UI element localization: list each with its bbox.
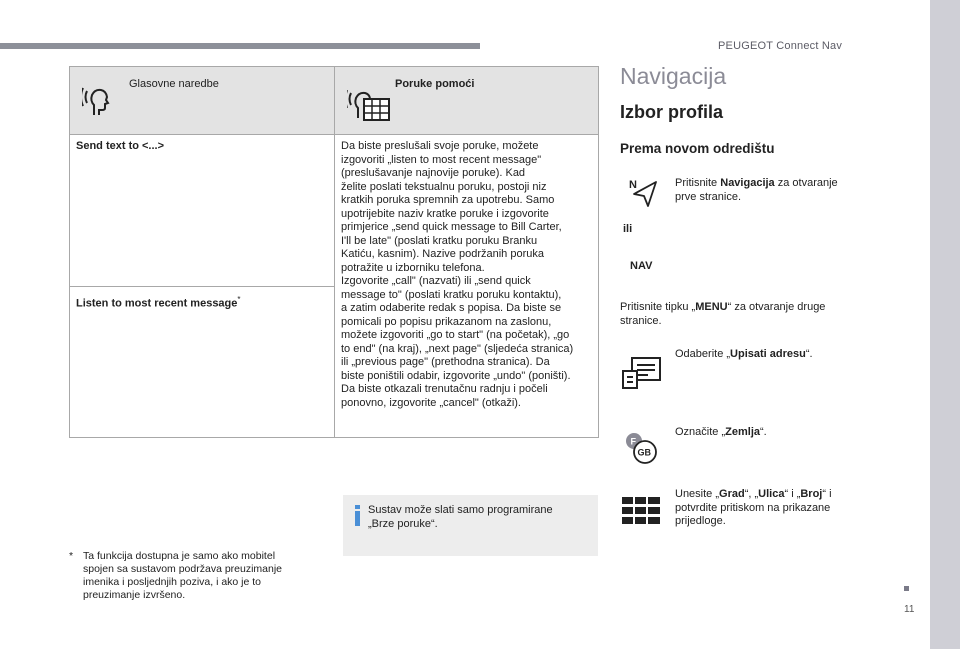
step-5-post: “ i bbox=[822, 488, 832, 500]
footnote-line: imenika i posljednjih poziva, i ako je to bbox=[83, 576, 262, 588]
command-listen-recent bbox=[76, 293, 241, 311]
help-line: izgovoriti „listen to most recent message" bbox=[341, 153, 542, 166]
col-header-commands: Glasovne naredbe bbox=[129, 78, 219, 90]
table-row-divider bbox=[70, 286, 334, 287]
step-5-number: Broj bbox=[800, 488, 823, 500]
help-line: upotrijebite naziv kratke poruke i izgovorite bbox=[341, 207, 549, 220]
step-1-bold: Navigacija bbox=[720, 177, 775, 189]
page-side-strip bbox=[930, 0, 960, 649]
footnote bbox=[69, 550, 324, 602]
help-line: potražite u izborniku telefona. bbox=[341, 261, 485, 274]
step-2-post: “ za otvaranje druge bbox=[727, 301, 826, 313]
col-header-help: Poruke pomoći bbox=[395, 78, 475, 90]
step-4-bold: Zemlja bbox=[725, 426, 760, 438]
step-5-sep1: “, „ bbox=[744, 488, 759, 500]
voice-help-icon bbox=[347, 85, 391, 126]
brand-title: PEUGEOT Connect Nav bbox=[718, 40, 843, 52]
help-line: (preslušavanje najnovije poruke). Kad bbox=[341, 167, 526, 179]
help-line: message to" (poslati kratku poruku kontaktu), bbox=[341, 288, 562, 301]
step-4-pre: Označite „ bbox=[675, 426, 726, 438]
section-title: Navigacija bbox=[620, 63, 727, 89]
help-line: Izgovorite „call" (nazvati) ili „send quick bbox=[341, 275, 531, 287]
step-1-post: za otvaranje bbox=[774, 177, 838, 189]
help-line: to end" (na kraj), „next page" (sljedeća stranica) bbox=[341, 342, 574, 355]
step-1-line2: prve stranice. bbox=[675, 190, 742, 203]
footnote-line: preuzimanje izvršeno. bbox=[83, 589, 186, 601]
help-line: Da biste preslušali svoje poruke, možete bbox=[341, 140, 539, 152]
page-number: 11 bbox=[904, 604, 915, 615]
step-2-line2: stranice. bbox=[620, 314, 662, 327]
footnote-marker: * bbox=[237, 295, 241, 304]
step-2-bold: MENU bbox=[695, 301, 728, 313]
info-icon bbox=[353, 505, 363, 525]
voice-commands-table bbox=[69, 66, 599, 438]
footnote-line: spojen sa sustavom podržava preuzimanje bbox=[83, 563, 283, 575]
subsection-title: Izbor profila bbox=[620, 102, 723, 122]
info-text bbox=[368, 504, 588, 531]
address-input-icon bbox=[622, 357, 662, 394]
step-3-text bbox=[675, 348, 813, 362]
help-line: ili „previous page" (prethodna stranica). Da bbox=[341, 356, 550, 368]
header-bar bbox=[0, 43, 480, 49]
step-5-line3: prijedloge. bbox=[675, 515, 726, 527]
step-5-sep2: “ i „ bbox=[784, 488, 801, 500]
table-header-commands bbox=[70, 67, 334, 135]
step-5-street: Ulica bbox=[758, 488, 785, 500]
help-line: želite poslati tekstualnu poruku, postoji niz bbox=[341, 180, 547, 193]
step-5-pre: Unesite „ bbox=[675, 488, 720, 500]
nav-icon-letter: N bbox=[629, 179, 637, 191]
help-line: Da biste otkazali trenutačnu radnju i počeli bbox=[341, 383, 548, 395]
step-3-bold: Upisati adresu bbox=[730, 348, 806, 360]
help-line: pomicali po popisu prikazanom na zaslonu, bbox=[341, 315, 552, 328]
help-line: biste poništili odabir, izgovorite „undo" (poništi). bbox=[341, 369, 571, 382]
step-5-line2: potvrdite pritiskom na prikazane bbox=[675, 501, 831, 514]
footnote-text bbox=[69, 550, 324, 602]
help-line: primjerice „send quick message to Bill Carter, bbox=[341, 221, 562, 233]
navigation-arrow-icon bbox=[628, 178, 660, 215]
country-flag-icon bbox=[624, 430, 664, 471]
footnote-star: * bbox=[69, 550, 74, 562]
info-box bbox=[343, 495, 598, 556]
step-2-text bbox=[620, 301, 860, 328]
table-header-help bbox=[335, 67, 599, 135]
step-3-post: “. bbox=[805, 348, 813, 360]
info-line: „Brze poruke“. bbox=[368, 517, 438, 530]
step-4-text bbox=[675, 426, 767, 440]
help-line: I'll be late" (poslati kratku poruku Branku bbox=[341, 234, 538, 247]
voice-command-icon bbox=[82, 85, 118, 124]
footnote-line: Ta funkcija dostupna je samo ako mobitel bbox=[83, 550, 276, 562]
command-send-text: Send text to <...> bbox=[76, 140, 165, 152]
help-line: ponovno, izgovorite „cancel" (otkaži). bbox=[341, 396, 521, 409]
help-line: možete izgovoriti „go to start" (na početak), „go bbox=[341, 329, 570, 341]
step-3-pre: Odaberite „ bbox=[675, 348, 731, 360]
help-line: kratkih poruka spremnih za upotrebu. Samo bbox=[341, 194, 555, 206]
command-listen-label: Listen to most recent message bbox=[76, 297, 238, 310]
info-line: Sustav može slati samo programirane bbox=[368, 504, 553, 516]
step-1-text bbox=[675, 177, 838, 204]
step-5-text bbox=[675, 488, 832, 529]
keyboard-icon bbox=[622, 497, 662, 530]
continue-marker bbox=[904, 586, 909, 591]
step-4-post: “. bbox=[760, 426, 767, 438]
step-5-city: Grad bbox=[719, 488, 745, 500]
topic-heading: Prema novom odredištu bbox=[620, 141, 775, 156]
help-line: Katiću, kasnim). Nazive podržanih poruka bbox=[341, 248, 544, 260]
or-label: ili bbox=[623, 223, 633, 235]
step-2-pre: Pritisnite tipku „ bbox=[620, 301, 696, 313]
flag-letters-gb: GB bbox=[637, 447, 651, 458]
nav-button-label: NAV bbox=[630, 260, 653, 272]
help-line: a zatim odaberite redak s popisa. Da biste se bbox=[341, 302, 562, 314]
flag-letter-f: F bbox=[630, 436, 636, 447]
table-column-divider bbox=[334, 67, 335, 437]
help-message-text bbox=[341, 140, 601, 410]
step-1-pre: Pritisnite bbox=[675, 177, 721, 189]
